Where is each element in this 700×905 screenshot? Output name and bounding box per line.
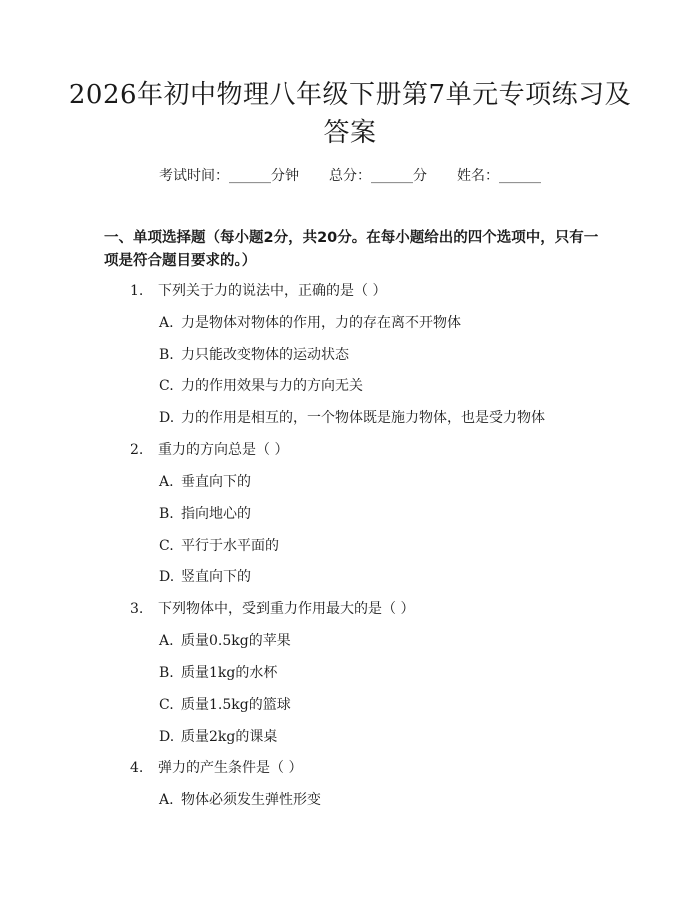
- option-letter: D.: [159, 729, 175, 745]
- option-text: 指向地心的: [181, 506, 251, 522]
- student-name-label: 姓名：______: [457, 168, 541, 184]
- question: [130, 281, 386, 301]
- option-text: 物体必须发生弹性形变: [181, 792, 321, 808]
- option-text: 力只能改变物体的运动状态: [181, 347, 349, 363]
- option-letter: C.: [159, 378, 174, 394]
- option: [159, 313, 461, 333]
- option-text: 质量1.5kg的篮球: [181, 697, 291, 713]
- question: [130, 440, 288, 460]
- option-text: 力的作用效果与力的方向无关: [181, 378, 363, 394]
- option-text: 质量0.5kg的苹果: [181, 633, 291, 649]
- question-text: 弹力的产生条件是（ ）: [158, 760, 303, 776]
- option-text: 平行于水平面的: [181, 538, 279, 554]
- option-letter: C.: [159, 538, 174, 554]
- question-number: 1.: [130, 283, 144, 299]
- option-text: 垂直向下的: [181, 474, 251, 490]
- exam-meta: [0, 166, 700, 186]
- option-letter: D.: [159, 569, 175, 585]
- option: [159, 376, 363, 396]
- option-letter: C.: [159, 697, 174, 713]
- page-title: 2026年初中物理八年级下册第7单元专项练习及答案: [68, 80, 632, 148]
- option: [159, 727, 277, 747]
- option-text: 力的作用是相互的，一个物体既是施力物体，也是受力物体: [181, 410, 545, 426]
- option-letter: A.: [159, 315, 174, 331]
- question-number: 2.: [130, 442, 144, 458]
- section-heading: 一、单项选择题（每小题2分，共20分。在每小题给出的四个选项中，只有一项是符合题目要求的。）: [104, 230, 599, 269]
- option: [159, 695, 291, 715]
- exam-time-label: 考试时间：______分钟: [159, 168, 299, 184]
- option: [159, 504, 251, 524]
- option-text: 质量1kg的水杯: [181, 665, 278, 681]
- option-letter: A.: [159, 633, 174, 649]
- option-letter: B.: [159, 665, 174, 681]
- option-letter: B.: [159, 506, 174, 522]
- option-text: 质量2kg的课桌: [181, 729, 278, 745]
- option: [159, 567, 251, 587]
- question-number: 3.: [130, 601, 144, 617]
- total-score-label: 总分：______分: [329, 168, 427, 184]
- question: [130, 599, 414, 619]
- option: [159, 663, 277, 683]
- option-text: 力是物体对物体的作用，力的存在离不开物体: [181, 315, 461, 331]
- question-text: 重力的方向总是（ ）: [158, 442, 289, 458]
- question: [130, 758, 302, 778]
- option-letter: B.: [159, 347, 174, 363]
- question-number: 4.: [130, 760, 144, 776]
- option: [159, 345, 349, 365]
- option: [159, 472, 251, 492]
- option: [159, 631, 291, 651]
- option: [159, 536, 279, 556]
- option-text: 竖直向下的: [181, 569, 251, 585]
- option: [159, 408, 545, 428]
- option-letter: A.: [159, 792, 174, 808]
- question-text: 下列关于力的说法中，正确的是（ ）: [158, 283, 387, 299]
- question-text: 下列物体中，受到重力作用最大的是（ ）: [158, 601, 415, 617]
- option-letter: A.: [159, 474, 174, 490]
- option: [159, 790, 321, 810]
- option-letter: D.: [159, 410, 175, 426]
